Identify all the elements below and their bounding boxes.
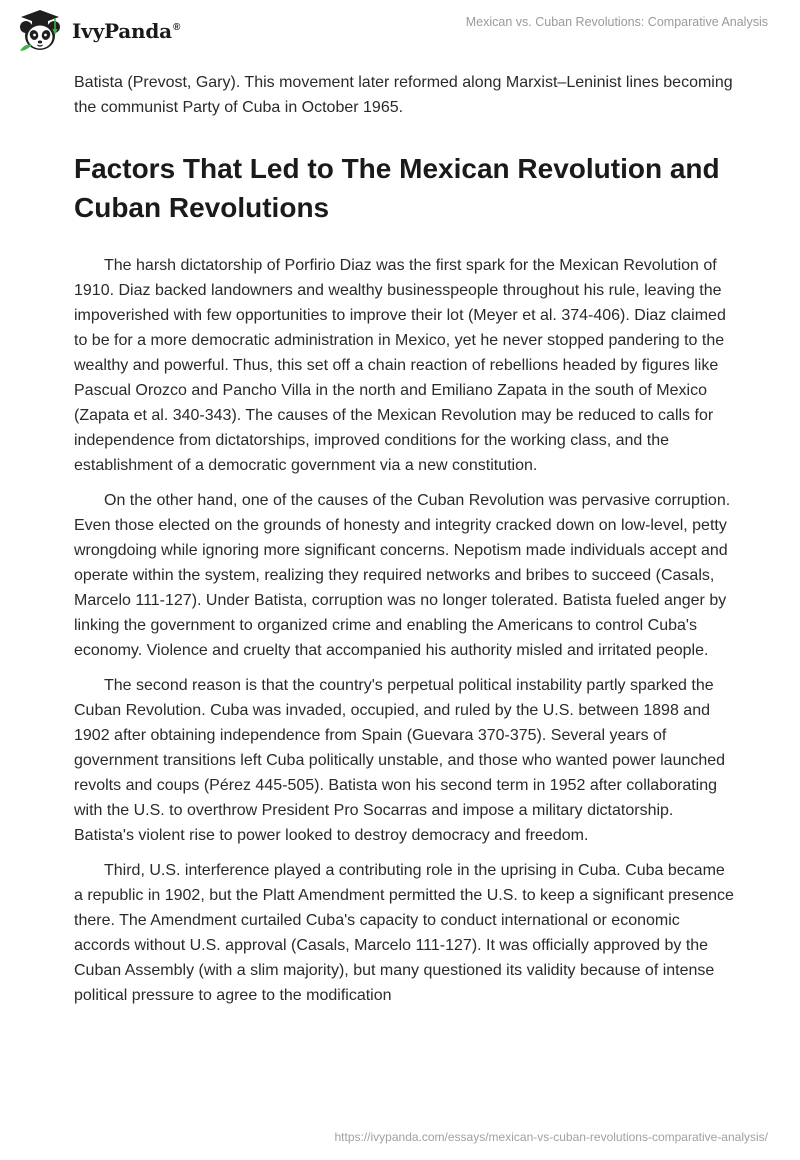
body-paragraph: Third, U.S. interference played a contributing role in the uprising in Cuba. Cuba became a republic in 1902, but the Platt Amendment permitted the U.S. to keep a significant presence there. The Amendment curtailed Cuba's capacity to conduct international or economic accords without U.S. approval (Casals, Marcelo 111-127). It was officially approved by the Cuban Assembly (with a slim majority), but many questioned its validity because of intense political pressure to agree to the modification — [74, 862, 734, 1004]
brand-name: IvyPanda® — [72, 19, 181, 43]
body-paragraph: The second reason is that the country's perpetual political instability partly sparked the Cuban Revolution. Cuba was invaded, occupied, and ruled by the U.S. between 1898 and 1902 after obtaining independence from Spain (Guevara 370-375). Several years of government transitions left Cuba politically unstable, and those who wanted power launched revolts and coups (Pérez 445-505). Batista won his second term in 1952 after collaborating with the U.S. to overthrow President Pro Socarras and impose a military dictatorship. Batista's violent rise to power looked to destroy democracy and freedom. — [74, 677, 726, 844]
panda-graduate-icon — [14, 7, 66, 55]
body-paragraph: The harsh dictatorship of Porfirio Diaz was the first spark for the Mexican Revolution of 1910. Diaz backed landowners and wealthy businesspeople throughout his rule, leaving the impoverished with few opportunities to improve their lot (Meyer et al. 374-406). Diaz claimed to be for a more democratic administration in Mexico, yet he never stopped pandering to the wealthy and powerful. Thus, this set off a chain reaction of rebellions headed by figures like Pascual Orozco and Pancho Villa in the north and Emiliano Zapata in the south of Mexico (Zapata et al. 340-343). The causes of the Mexican Revolution may be reduced to calls for independence from dictatorships, improved conditions for the working class, and the establishment of a democratic government via a new constitution. — [74, 257, 726, 474]
source-url[interactable]: https://ivypanda.com/essays/mexican-vs-cuban-revolutions-comparative-analysis/ — [334, 1130, 768, 1144]
document-title: Mexican vs. Cuban Revolutions: Comparative Analysis — [465, 15, 768, 29]
page-header — [0, 0, 800, 62]
brand-logo[interactable] — [14, 7, 180, 55]
intro-paragraph: Batista (Prevost, Gary). This movement later reformed along Marxist–Leninist lines becoming the communist Party of Cuba in October 1965. — [74, 74, 733, 116]
essay-content — [74, 70, 734, 1018]
body-paragraph: On the other hand, one of the causes of the Cuban Revolution was pervasive corruption. Even those elected on the grounds of honesty and integrity cracked down on low-level, petty wrongdoing while ignoring more significant concerns. Nepotism made individuals accept and operate within the system, realizing they required networks and bribes to succeed (Casals, Marcelo 111-127). Under Batista, corruption was no longer tolerated. Batista fueled anger by linking the government to organized crime and enabling the Americans to control Cuba's economy. Violence and cruelty that accompanied his authority misled and irritated people. — [74, 492, 731, 659]
section-heading: Factors That Led to The Mexican Revolution and Cuban Revolutions — [74, 153, 720, 223]
